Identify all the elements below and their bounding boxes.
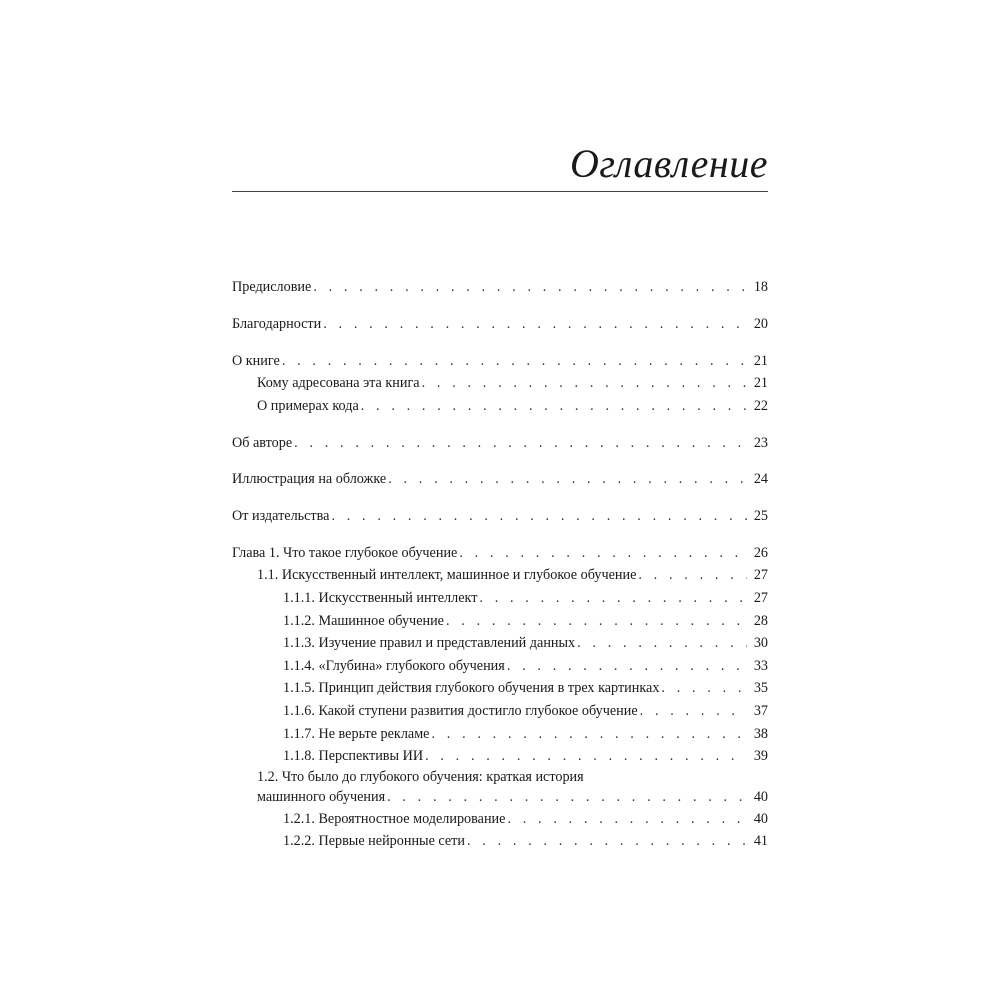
entry-title: Кому адресована эта книга: [257, 375, 420, 392]
entry-title: 1.1.1. Искусственный интеллект: [283, 590, 478, 607]
title-rule: [232, 191, 768, 192]
entry-title: О книге: [232, 352, 280, 369]
dot-leader: [425, 745, 747, 768]
dot-leader: [294, 432, 747, 455]
toc-entry-1-2-1[interactable]: [232, 808, 768, 831]
entry-title: 1.1.8. Перспективы ИИ: [283, 748, 424, 765]
toc-entry-1-2[interactable]: [232, 768, 768, 808]
toc-entry-about-book[interactable]: [232, 350, 768, 373]
dot-leader: [640, 700, 747, 723]
dot-leader: [446, 610, 747, 633]
entry-title-line-2: машинного обучения: [257, 788, 386, 805]
toc-entry-code-examples[interactable]: [232, 395, 768, 418]
dot-leader: [313, 276, 747, 299]
toc-entry-1-1-7[interactable]: [232, 723, 768, 746]
dot-leader: [431, 723, 747, 746]
entry-title: 1.1.5. Принцип действия глубокого обучения в трех картинках: [283, 680, 660, 697]
dot-leader: [467, 830, 747, 853]
dot-leader: [479, 587, 747, 610]
entry-title: От издательства: [232, 508, 330, 525]
entry-title: 1.1.7. Не верьте рекламе: [283, 725, 430, 742]
page-number: 41: [753, 833, 768, 850]
toc-entry-from-publisher[interactable]: [232, 505, 768, 528]
entry-continuation: [257, 787, 768, 808]
page-title: Оглавление: [569, 141, 768, 186]
dot-leader: [661, 677, 747, 700]
dot-leader: [361, 395, 747, 418]
entry-title: 1.2.1. Вероятностное моделирование: [283, 810, 506, 827]
page-number: 35: [753, 680, 768, 697]
entry-title: 1.1.4. «Глубина» глубокого обучения: [283, 657, 505, 674]
page-number: 18: [753, 279, 768, 295]
toc-entry-audience[interactable]: [232, 372, 768, 395]
page-number: 38: [753, 725, 768, 742]
toc-entry-1-1-1[interactable]: [232, 587, 768, 610]
page-number: 21: [753, 375, 768, 392]
entry-title: Иллюстрация на обложке: [232, 471, 387, 488]
page-number: 22: [753, 397, 768, 414]
dot-leader: [507, 655, 747, 678]
page-number: 24: [753, 471, 768, 488]
page-number: 27: [753, 567, 768, 584]
page-number: 37: [753, 703, 768, 720]
page-number: 40: [753, 810, 768, 827]
page-number: 23: [753, 434, 768, 451]
entry-title: 1.1.6. Какой ступени развития достигло глубокое обучение: [283, 703, 638, 720]
entry-title-line-1: 1.2. Что было до глубокого обучения: краткая история: [257, 768, 584, 785]
page-number: 28: [753, 612, 768, 629]
toc-entry-acknowledgments[interactable]: [232, 313, 768, 336]
dot-leader: [282, 350, 747, 373]
page-number: 30: [753, 635, 768, 652]
entry-title: Предисловие: [232, 279, 312, 295]
page-number: 20: [753, 315, 768, 332]
page-number: 39: [753, 748, 768, 765]
entry-title: Об авторе: [232, 434, 293, 451]
page-number: 27: [753, 590, 768, 607]
toc-entry-1-1-8[interactable]: [232, 745, 768, 768]
toc-entry-about-author[interactable]: [232, 432, 768, 455]
page-number: 26: [753, 544, 768, 561]
table-of-contents: [232, 276, 768, 853]
toc-entry-preface[interactable]: [232, 276, 768, 299]
dot-leader: [507, 808, 747, 831]
toc-entry-1-1-2[interactable]: [232, 610, 768, 633]
entry-title: 1.1.2. Машинное обучение: [283, 612, 444, 629]
toc-entry-cover-illustration[interactable]: [232, 468, 768, 491]
entry-title: 1.1.3. Изучение правил и представлений данных: [283, 635, 576, 652]
page-number: 40: [753, 788, 768, 805]
dot-leader: [638, 564, 747, 587]
toc-entry-1-1-6[interactable]: [232, 700, 768, 723]
dot-leader: [459, 542, 747, 565]
page-number: 25: [753, 508, 768, 525]
dot-leader: [422, 372, 747, 395]
entry-title: О примерах кода: [257, 397, 359, 414]
entry-title: 1.2.2. Первые нейронные сети: [283, 833, 465, 850]
toc-entry-1-1-5[interactable]: [232, 677, 768, 700]
dot-leader: [331, 505, 747, 528]
dot-leader: [388, 468, 747, 491]
entry-title: 1.1. Искусственный интеллект, машинное и глубокое обучение: [257, 567, 637, 584]
page-number: 21: [753, 352, 768, 369]
toc-entry-1-1-4[interactable]: [232, 655, 768, 678]
dot-leader: [323, 313, 747, 336]
toc-entry-chapter-1[interactable]: [232, 542, 768, 565]
page-number: 33: [753, 657, 768, 674]
toc-entry-1-1[interactable]: [232, 564, 768, 587]
toc-entry-1-1-3[interactable]: [232, 632, 768, 655]
entry-title: Глава 1. Что такое глубокое обучение: [232, 544, 458, 561]
entry-title: Благодарности: [232, 315, 322, 332]
toc-entry-1-2-2[interactable]: [232, 830, 768, 853]
dot-leader: [387, 787, 747, 808]
dot-leader: [577, 632, 747, 655]
